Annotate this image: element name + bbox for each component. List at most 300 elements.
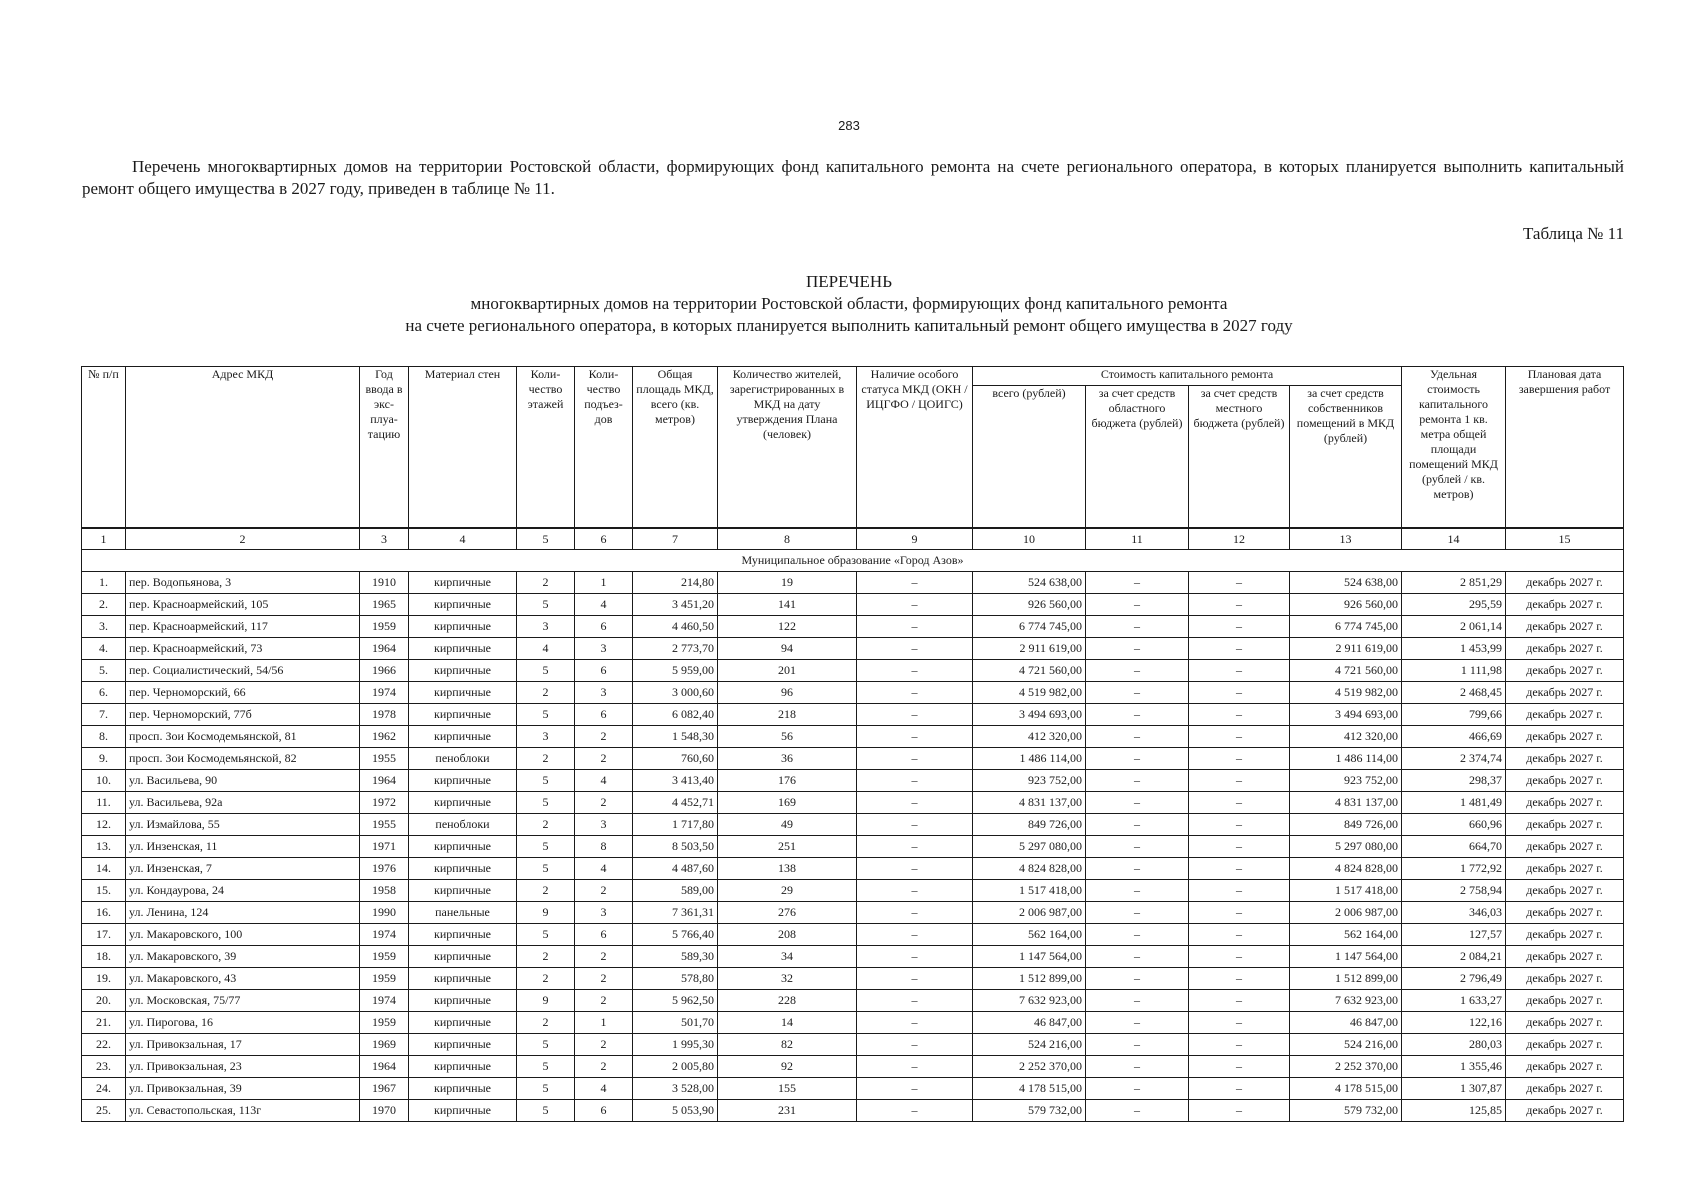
unit-cost-cell: 660,96 [1402, 814, 1506, 836]
cost-owners-cell: 3 494 693,00 [1290, 704, 1402, 726]
address-cell: ул. Кондаурова, 24 [126, 880, 360, 902]
special-status-cell: – [857, 924, 973, 946]
year-cell: 1959 [360, 946, 409, 968]
residents-cell: 176 [718, 770, 857, 792]
residents-cell: 14 [718, 1012, 857, 1034]
unit-cost-cell: 2 061,14 [1402, 616, 1506, 638]
cost-total-cell: 46 847,00 [973, 1012, 1086, 1034]
column-number-row [82, 528, 1624, 550]
special-status-cell: – [857, 660, 973, 682]
header-cost-group: Стоимость капитального ремонта [973, 367, 1402, 386]
wall-material-cell: кирпичные [409, 594, 517, 616]
residents-cell: 29 [718, 880, 857, 902]
table-row [82, 968, 1624, 990]
row-number-cell: 3. [82, 616, 126, 638]
total-area-cell: 1 717,80 [633, 814, 718, 836]
special-status-cell: – [857, 616, 973, 638]
cost-local-cell: – [1189, 946, 1290, 968]
residents-cell: 19 [718, 572, 857, 594]
column-number: 13 [1290, 528, 1402, 550]
residents-cell: 34 [718, 946, 857, 968]
unit-cost-cell: 346,03 [1402, 902, 1506, 924]
total-area-cell: 501,70 [633, 1012, 718, 1034]
year-cell: 1967 [360, 1078, 409, 1100]
houses-table [81, 366, 1624, 1122]
column-number: 12 [1189, 528, 1290, 550]
header-status: Наличие особого статуса МКД (ОКН / ИЦГФО / ЦОИГС) [857, 367, 973, 529]
floors-cell: 4 [517, 638, 575, 660]
table-row [82, 594, 1624, 616]
unit-cost-cell: 2 084,21 [1402, 946, 1506, 968]
total-area-cell: 589,00 [633, 880, 718, 902]
unit-cost-cell: 125,85 [1402, 1100, 1506, 1122]
entrances-cell: 2 [575, 990, 633, 1012]
entrances-cell: 2 [575, 880, 633, 902]
wall-material-cell: кирпичные [409, 968, 517, 990]
cost-total-cell: 923 752,00 [973, 770, 1086, 792]
cost-regional-cell: – [1086, 1034, 1189, 1056]
entrances-cell: 2 [575, 748, 633, 770]
cost-owners-cell: 2 911 619,00 [1290, 638, 1402, 660]
cost-owners-cell: 1 486 114,00 [1290, 748, 1402, 770]
address-cell: ул. Пирогова, 16 [126, 1012, 360, 1034]
special-status-cell: – [857, 638, 973, 660]
cost-total-cell: 524 216,00 [973, 1034, 1086, 1056]
cost-owners-cell: 524 638,00 [1290, 572, 1402, 594]
table-row [82, 638, 1624, 660]
floors-cell: 2 [517, 748, 575, 770]
special-status-cell: – [857, 1056, 973, 1078]
cost-total-cell: 579 732,00 [973, 1100, 1086, 1122]
total-area-cell: 5 959,00 [633, 660, 718, 682]
row-number-cell: 9. [82, 748, 126, 770]
special-status-cell: – [857, 968, 973, 990]
cost-regional-cell: – [1086, 770, 1189, 792]
wall-material-cell: кирпичные [409, 638, 517, 660]
unit-cost-cell: 2 374,74 [1402, 748, 1506, 770]
row-number-cell: 24. [82, 1078, 126, 1100]
total-area-cell: 2 005,80 [633, 1056, 718, 1078]
wall-material-cell: кирпичные [409, 616, 517, 638]
entrances-cell: 2 [575, 726, 633, 748]
year-cell: 1990 [360, 902, 409, 924]
address-cell: ул. Васильева, 90 [126, 770, 360, 792]
floors-cell: 2 [517, 682, 575, 704]
year-cell: 1964 [360, 770, 409, 792]
table-row [82, 880, 1624, 902]
residents-cell: 138 [718, 858, 857, 880]
cost-total-cell: 2 911 619,00 [973, 638, 1086, 660]
table-label: Таблица № 11 [1522, 224, 1624, 243]
row-number-cell: 4. [82, 638, 126, 660]
cost-local-cell: – [1189, 990, 1290, 1012]
floors-cell: 2 [517, 946, 575, 968]
table-row [82, 704, 1624, 726]
special-status-cell: – [857, 770, 973, 792]
year-cell: 1974 [360, 990, 409, 1012]
total-area-cell: 214,80 [633, 572, 718, 594]
unit-cost-cell: 1 481,49 [1402, 792, 1506, 814]
cost-regional-cell: – [1086, 902, 1189, 924]
cost-local-cell: – [1189, 1056, 1290, 1078]
cost-total-cell: 6 774 745,00 [973, 616, 1086, 638]
special-status-cell: – [857, 1078, 973, 1100]
cost-total-cell: 3 494 693,00 [973, 704, 1086, 726]
cost-local-cell: – [1189, 682, 1290, 704]
cost-total-cell: 1 486 114,00 [973, 748, 1086, 770]
year-cell: 1978 [360, 704, 409, 726]
cost-local-cell: – [1189, 924, 1290, 946]
special-status-cell: – [857, 814, 973, 836]
table-row [82, 682, 1624, 704]
total-area-cell: 4 460,50 [633, 616, 718, 638]
planned-date-cell: декабрь 2027 г. [1506, 946, 1624, 968]
wall-material-cell: кирпичные [409, 858, 517, 880]
cost-owners-cell: 2 006 987,00 [1290, 902, 1402, 924]
planned-date-cell: декабрь 2027 г. [1506, 1100, 1624, 1122]
special-status-cell: – [857, 1034, 973, 1056]
cost-owners-cell: 926 560,00 [1290, 594, 1402, 616]
address-cell: пер. Красноармейский, 73 [126, 638, 360, 660]
cost-total-cell: 2 252 370,00 [973, 1056, 1086, 1078]
table-row [82, 616, 1624, 638]
total-area-cell: 760,60 [633, 748, 718, 770]
cost-owners-cell: 1 512 899,00 [1290, 968, 1402, 990]
cost-total-cell: 562 164,00 [973, 924, 1086, 946]
residents-cell: 32 [718, 968, 857, 990]
cost-local-cell: – [1189, 968, 1290, 990]
address-cell: ул. Васильева, 92а [126, 792, 360, 814]
planned-date-cell: декабрь 2027 г. [1506, 902, 1624, 924]
cost-owners-cell: 1 147 564,00 [1290, 946, 1402, 968]
wall-material-cell: кирпичные [409, 924, 517, 946]
cost-owners-cell: 412 320,00 [1290, 726, 1402, 748]
table-row [82, 946, 1624, 968]
header-cost-regional: за счет средств областного бюджета (рублей) [1086, 386, 1189, 529]
planned-date-cell: декабрь 2027 г. [1506, 1012, 1624, 1034]
cost-regional-cell: – [1086, 594, 1189, 616]
floors-cell: 3 [517, 616, 575, 638]
total-area-cell: 1 548,30 [633, 726, 718, 748]
residents-cell: 218 [718, 704, 857, 726]
address-cell: пер. Черноморский, 77б [126, 704, 360, 726]
residents-cell: 36 [718, 748, 857, 770]
entrances-cell: 4 [575, 594, 633, 616]
entrances-cell: 3 [575, 638, 633, 660]
planned-date-cell: декабрь 2027 г. [1506, 792, 1624, 814]
cost-local-cell: – [1189, 1078, 1290, 1100]
special-status-cell: – [857, 682, 973, 704]
cost-local-cell: – [1189, 858, 1290, 880]
unit-cost-cell: 1 453,99 [1402, 638, 1506, 660]
header-num: № п/п [82, 367, 126, 529]
residents-cell: 169 [718, 792, 857, 814]
residents-cell: 94 [718, 638, 857, 660]
cost-regional-cell: – [1086, 968, 1189, 990]
column-number: 15 [1506, 528, 1624, 550]
total-area-cell: 4 487,60 [633, 858, 718, 880]
unit-cost-cell: 1 355,46 [1402, 1056, 1506, 1078]
column-number: 1 [82, 528, 126, 550]
entrances-cell: 6 [575, 924, 633, 946]
table-row [82, 770, 1624, 792]
special-status-cell: – [857, 880, 973, 902]
address-cell: ул. Макаровского, 100 [126, 924, 360, 946]
unit-cost-cell: 799,66 [1402, 704, 1506, 726]
wall-material-cell: кирпичные [409, 572, 517, 594]
cost-local-cell: – [1189, 814, 1290, 836]
cost-local-cell: – [1189, 1034, 1290, 1056]
special-status-cell: – [857, 990, 973, 1012]
planned-date-cell: декабрь 2027 г. [1506, 572, 1624, 594]
residents-cell: 228 [718, 990, 857, 1012]
wall-material-cell: кирпичные [409, 1012, 517, 1034]
column-number: 10 [973, 528, 1086, 550]
table-row [82, 1100, 1624, 1122]
entrances-cell: 6 [575, 660, 633, 682]
cost-local-cell: – [1189, 704, 1290, 726]
cost-regional-cell: – [1086, 726, 1189, 748]
address-cell: ул. Привокзальная, 23 [126, 1056, 360, 1078]
header-residents: Количество жителей, зарегистрированных в МКД на дату утверждения Плана (человек) [718, 367, 857, 529]
address-cell: ул. Севастопольская, 113г [126, 1100, 360, 1122]
cost-local-cell: – [1189, 792, 1290, 814]
planned-date-cell: декабрь 2027 г. [1506, 748, 1624, 770]
floors-cell: 5 [517, 858, 575, 880]
column-number: 2 [126, 528, 360, 550]
total-area-cell: 2 773,70 [633, 638, 718, 660]
residents-cell: 276 [718, 902, 857, 924]
table-row [82, 814, 1624, 836]
total-area-cell: 5 766,40 [633, 924, 718, 946]
year-cell: 1955 [360, 748, 409, 770]
floors-cell: 5 [517, 594, 575, 616]
cost-total-cell: 4 824 828,00 [973, 858, 1086, 880]
wall-material-cell: кирпичные [409, 836, 517, 858]
table-row [82, 902, 1624, 924]
total-area-cell: 6 082,40 [633, 704, 718, 726]
wall-material-cell: панельные [409, 902, 517, 924]
entrances-cell: 8 [575, 836, 633, 858]
cost-local-cell: – [1189, 836, 1290, 858]
unit-cost-cell: 127,57 [1402, 924, 1506, 946]
cost-local-cell: – [1189, 616, 1290, 638]
residents-cell: 82 [718, 1034, 857, 1056]
cost-owners-cell: 5 297 080,00 [1290, 836, 1402, 858]
planned-date-cell: декабрь 2027 г. [1506, 968, 1624, 990]
unit-cost-cell: 280,03 [1402, 1034, 1506, 1056]
address-cell: ул. Измайлова, 55 [126, 814, 360, 836]
row-number-cell: 6. [82, 682, 126, 704]
header-year: Год ввода в экс-плуа-тацию [360, 367, 409, 529]
planned-date-cell: декабрь 2027 г. [1506, 924, 1624, 946]
cost-owners-cell: 579 732,00 [1290, 1100, 1402, 1122]
address-cell: ул. Привокзальная, 39 [126, 1078, 360, 1100]
cost-regional-cell: – [1086, 704, 1189, 726]
unit-cost-cell: 2 796,49 [1402, 968, 1506, 990]
row-number-cell: 7. [82, 704, 126, 726]
cost-regional-cell: – [1086, 924, 1189, 946]
cost-total-cell: 4 831 137,00 [973, 792, 1086, 814]
entrances-cell: 2 [575, 946, 633, 968]
entrances-cell: 1 [575, 572, 633, 594]
cost-regional-cell: – [1086, 660, 1189, 682]
entrances-cell: 1 [575, 1012, 633, 1034]
planned-date-cell: декабрь 2027 г. [1506, 1034, 1624, 1056]
residents-cell: 251 [718, 836, 857, 858]
unit-cost-cell: 2 758,94 [1402, 880, 1506, 902]
row-number-cell: 11. [82, 792, 126, 814]
cost-local-cell: – [1189, 660, 1290, 682]
table-row [82, 660, 1624, 682]
floors-cell: 3 [517, 726, 575, 748]
floors-cell: 9 [517, 990, 575, 1012]
planned-date-cell: декабрь 2027 г. [1506, 660, 1624, 682]
cost-local-cell: – [1189, 726, 1290, 748]
unit-cost-cell: 1 111,98 [1402, 660, 1506, 682]
header-planned-date: Плановая дата завершения работ [1506, 367, 1624, 529]
unit-cost-cell: 122,16 [1402, 1012, 1506, 1034]
special-status-cell: – [857, 902, 973, 924]
unit-cost-cell: 2 468,45 [1402, 682, 1506, 704]
cost-local-cell: – [1189, 1100, 1290, 1122]
row-number-cell: 8. [82, 726, 126, 748]
special-status-cell: – [857, 1012, 973, 1034]
address-cell: ул. Привокзальная, 17 [126, 1034, 360, 1056]
special-status-cell: – [857, 858, 973, 880]
cost-regional-cell: – [1086, 1056, 1189, 1078]
planned-date-cell: декабрь 2027 г. [1506, 638, 1624, 660]
wall-material-cell: кирпичные [409, 660, 517, 682]
row-number-cell: 10. [82, 770, 126, 792]
header-cost-total: всего (рублей) [973, 386, 1086, 529]
address-cell: пер. Красноармейский, 117 [126, 616, 360, 638]
planned-date-cell: декабрь 2027 г. [1506, 1056, 1624, 1078]
row-number-cell: 19. [82, 968, 126, 990]
wall-material-cell: пеноблоки [409, 748, 517, 770]
planned-date-cell: декабрь 2027 г. [1506, 594, 1624, 616]
table-title [0, 271, 1698, 337]
cost-total-cell: 524 638,00 [973, 572, 1086, 594]
column-number: 11 [1086, 528, 1189, 550]
header-address: Адрес МКД [126, 367, 360, 529]
address-cell: пер. Красноармейский, 105 [126, 594, 360, 616]
unit-cost-cell: 295,59 [1402, 594, 1506, 616]
entrances-cell: 3 [575, 682, 633, 704]
table-row [82, 858, 1624, 880]
address-cell: просп. Зои Космодемьянской, 81 [126, 726, 360, 748]
wall-material-cell: кирпичные [409, 704, 517, 726]
year-cell: 1970 [360, 1100, 409, 1122]
cost-regional-cell: – [1086, 616, 1189, 638]
cost-total-cell: 5 297 080,00 [973, 836, 1086, 858]
year-cell: 1965 [360, 594, 409, 616]
cost-total-cell: 412 320,00 [973, 726, 1086, 748]
table-row [82, 748, 1624, 770]
residents-cell: 231 [718, 1100, 857, 1122]
special-status-cell: – [857, 1100, 973, 1122]
cost-local-cell: – [1189, 572, 1290, 594]
residents-cell: 122 [718, 616, 857, 638]
table-row [82, 924, 1624, 946]
page-number: 283 [838, 118, 860, 133]
cost-regional-cell: – [1086, 1100, 1189, 1122]
special-status-cell: – [857, 748, 973, 770]
floors-cell: 5 [517, 704, 575, 726]
cost-regional-cell: – [1086, 792, 1189, 814]
cost-local-cell: – [1189, 594, 1290, 616]
row-number-cell: 16. [82, 902, 126, 924]
cost-owners-cell: 4 519 982,00 [1290, 682, 1402, 704]
year-cell: 1959 [360, 1012, 409, 1034]
residents-cell: 56 [718, 726, 857, 748]
total-area-cell: 4 452,71 [633, 792, 718, 814]
floors-cell: 5 [517, 1056, 575, 1078]
entrances-cell: 3 [575, 902, 633, 924]
planned-date-cell: декабрь 2027 г. [1506, 858, 1624, 880]
entrances-cell: 4 [575, 858, 633, 880]
total-area-cell: 5 053,90 [633, 1100, 718, 1122]
planned-date-cell: декабрь 2027 г. [1506, 616, 1624, 638]
unit-cost-cell: 1 772,92 [1402, 858, 1506, 880]
entrances-cell: 2 [575, 1034, 633, 1056]
floors-cell: 5 [517, 770, 575, 792]
special-status-cell: – [857, 572, 973, 594]
year-cell: 1974 [360, 924, 409, 946]
entrances-cell: 4 [575, 770, 633, 792]
unit-cost-cell: 664,70 [1402, 836, 1506, 858]
cost-local-cell: – [1189, 1012, 1290, 1034]
floors-cell: 2 [517, 572, 575, 594]
row-number-cell: 2. [82, 594, 126, 616]
column-number: 6 [575, 528, 633, 550]
row-number-cell: 13. [82, 836, 126, 858]
entrances-cell: 2 [575, 1056, 633, 1078]
address-cell: ул. Макаровского, 43 [126, 968, 360, 990]
header-material: Материал стен [409, 367, 517, 529]
wall-material-cell: кирпичные [409, 946, 517, 968]
special-status-cell: – [857, 946, 973, 968]
cost-owners-cell: 1 517 418,00 [1290, 880, 1402, 902]
header-unit-cost: Удельная стоимость капитального ремонта 1 кв. метра общей площади помещений МКД (рублей / кв. метров) [1402, 367, 1506, 529]
table-row [82, 1056, 1624, 1078]
cost-total-cell: 1 147 564,00 [973, 946, 1086, 968]
floors-cell: 5 [517, 924, 575, 946]
wall-material-cell: кирпичные [409, 682, 517, 704]
address-cell: пер. Социалистический, 54/56 [126, 660, 360, 682]
cost-regional-cell: – [1086, 682, 1189, 704]
table-row [82, 726, 1624, 748]
cost-total-cell: 4 721 560,00 [973, 660, 1086, 682]
title-line-1: ПЕРЕЧЕНЬ [806, 272, 892, 291]
cost-regional-cell: – [1086, 990, 1189, 1012]
residents-cell: 49 [718, 814, 857, 836]
table-row [82, 1034, 1624, 1056]
planned-date-cell: декабрь 2027 г. [1506, 726, 1624, 748]
cost-owners-cell: 4 824 828,00 [1290, 858, 1402, 880]
year-cell: 1969 [360, 1034, 409, 1056]
special-status-cell: – [857, 836, 973, 858]
column-number: 9 [857, 528, 973, 550]
total-area-cell: 8 503,50 [633, 836, 718, 858]
planned-date-cell: декабрь 2027 г. [1506, 990, 1624, 1012]
entrances-cell: 6 [575, 1100, 633, 1122]
row-number-cell: 17. [82, 924, 126, 946]
unit-cost-cell: 2 851,29 [1402, 572, 1506, 594]
cost-local-cell: – [1189, 638, 1290, 660]
table-row [82, 1078, 1624, 1100]
table-row [82, 1012, 1624, 1034]
